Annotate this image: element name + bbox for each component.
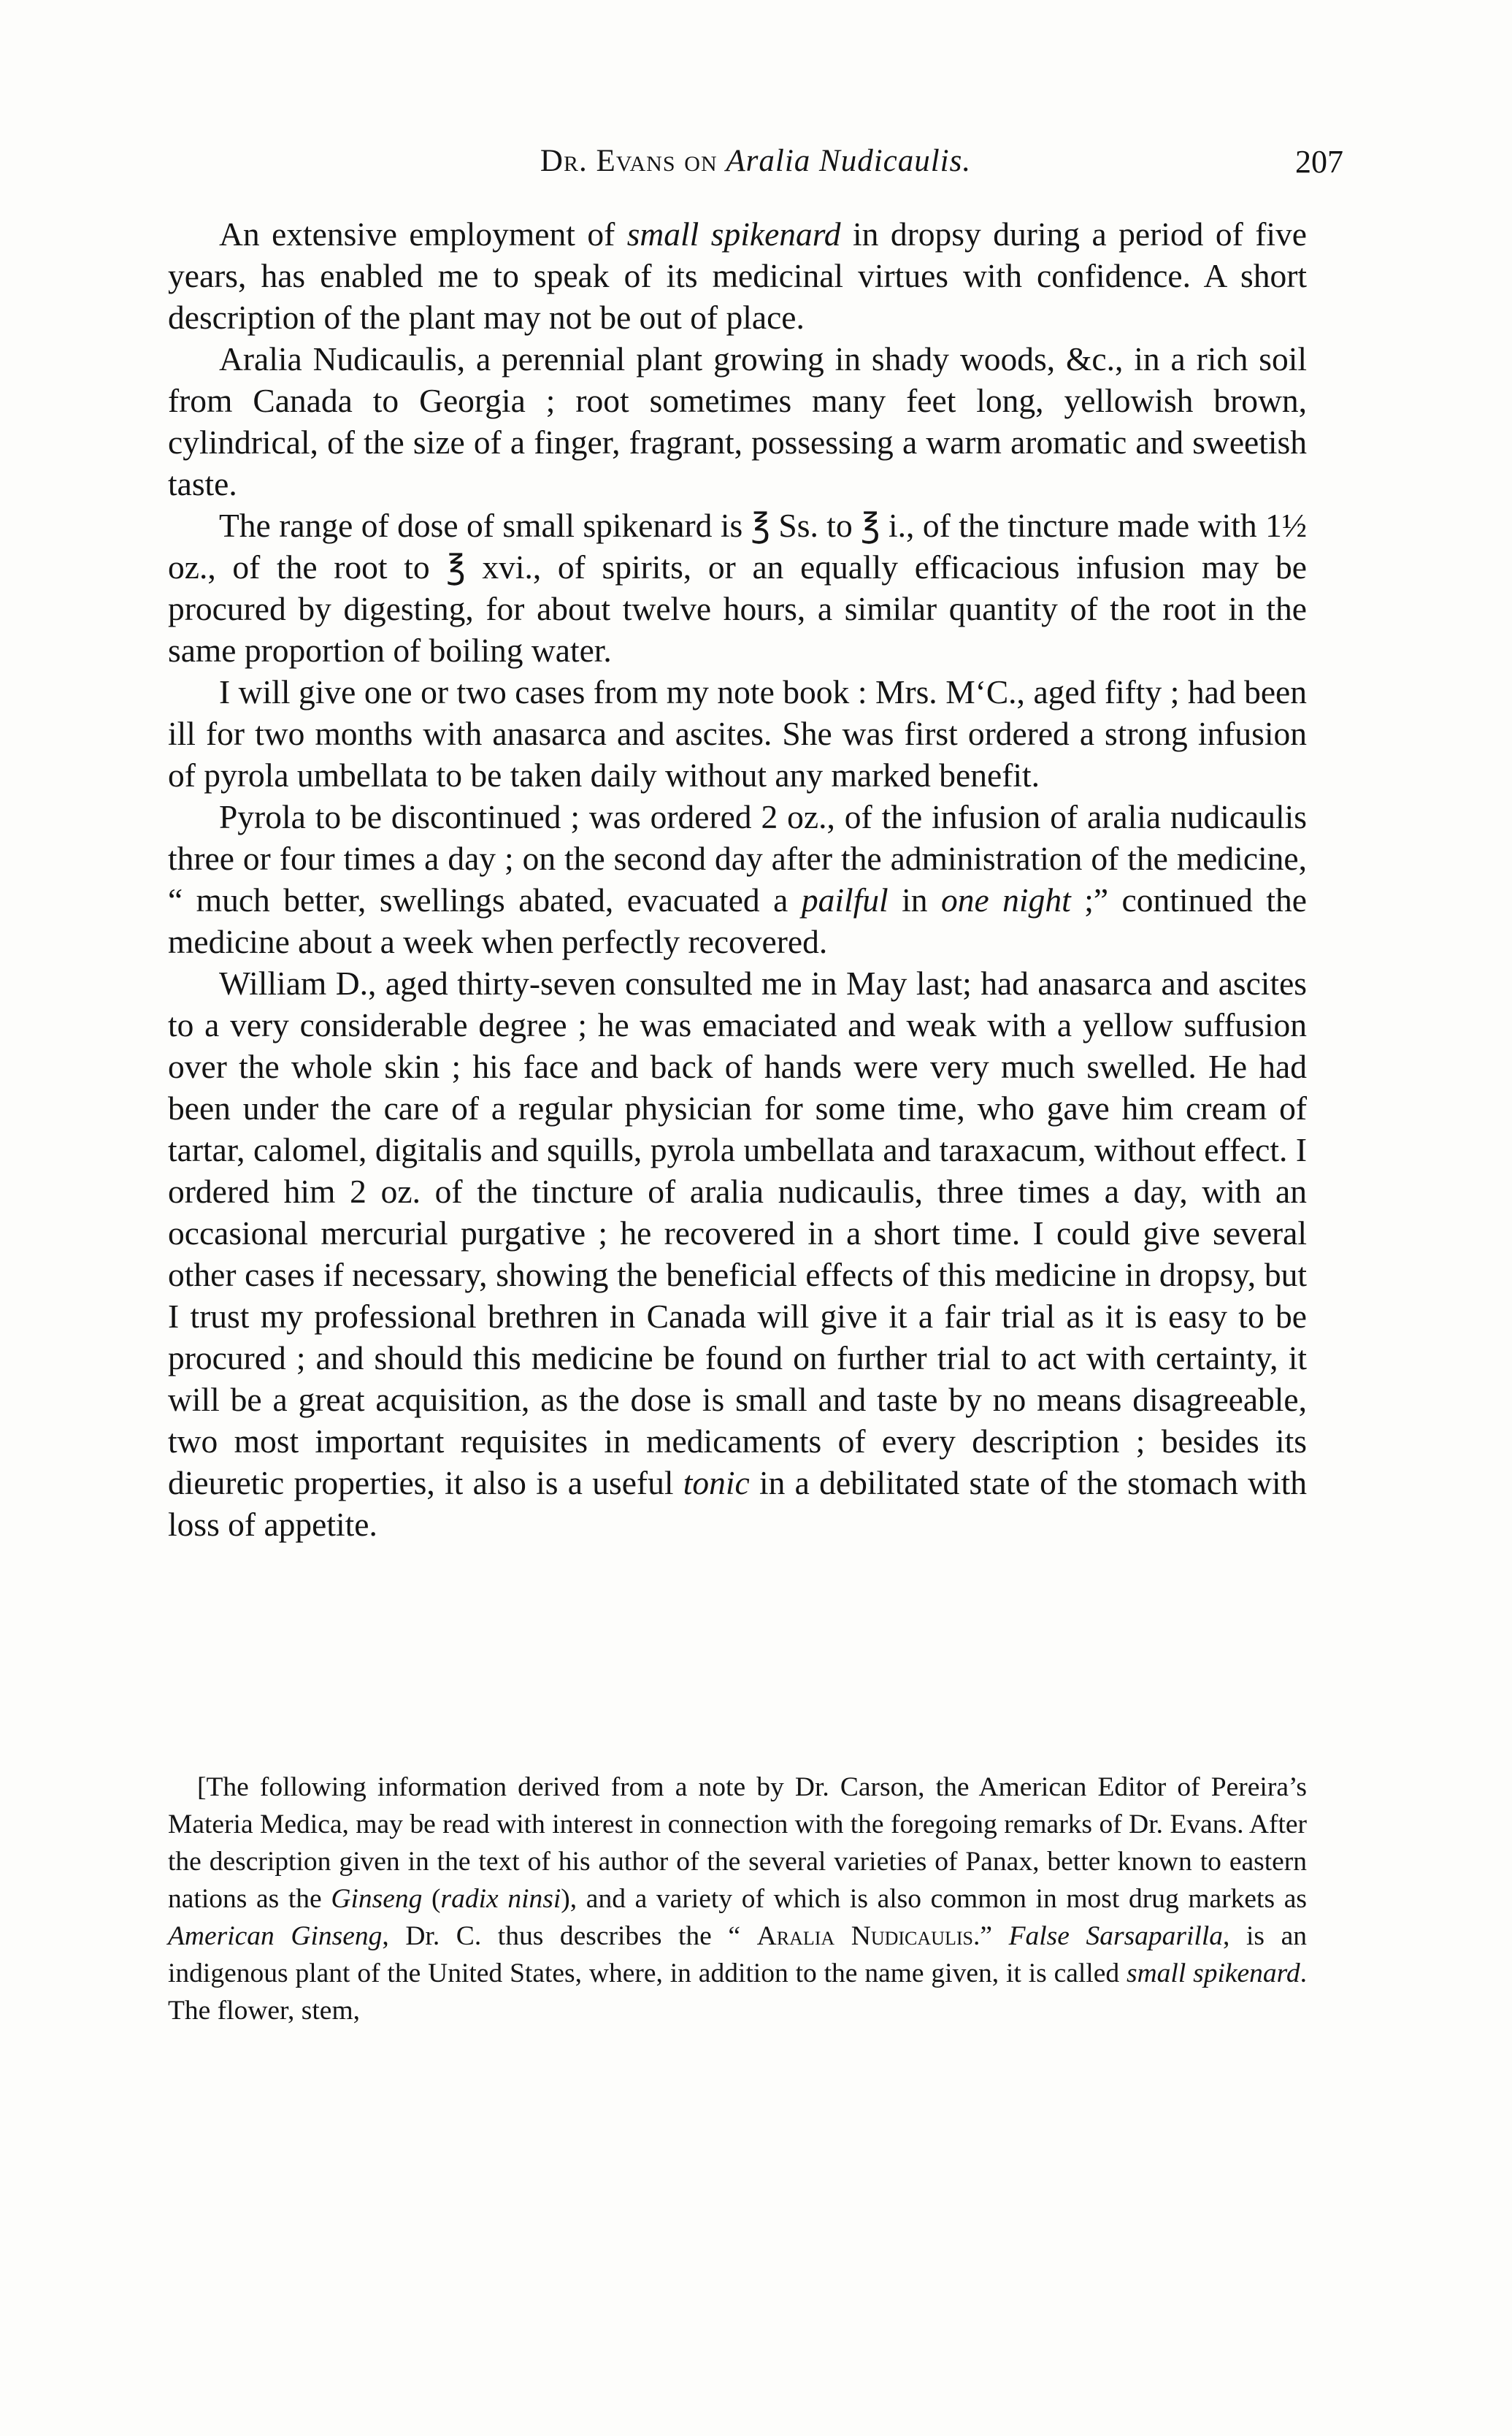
running-title-subject: Aralia Nudicaulis. xyxy=(726,144,972,178)
running-title xyxy=(168,143,1343,179)
paragraph-pyrola-treatment: Pyrola to be discontinued ; was ordered 2 oz., of the infusion of aralia nudicaulis three or four times a day ; on the second day after the administration of the medicine, “ much better, swellings abated, evacuated a pailful in one night ;” continued the medicine about a week when perfectly recovered. xyxy=(168,798,1307,960)
body-text xyxy=(168,213,1307,1545)
paragraph-dosage: The range of dose of small spikenard is ℥ Ss. to ℥ i., of the tincture made with 1½ oz., of the root to ℥ xvi., of spirits, or an equally efficacious infusion may be procured by digesting, for about twelve hours, a similar quantity of the root in the same proportion of boiling water. xyxy=(168,507,1307,669)
page-number: 207 xyxy=(1295,144,1343,180)
running-title-author: Dr. Evans on xyxy=(540,144,726,178)
paragraph-intro: An extensive employment of small spikenard in dropsy during a period of five years, has enabled me to speak of its medicinal virtues with confidence. A short description of the plant may not be out of place. xyxy=(168,215,1307,336)
paragraph-case-mrs-mc: I will give one or two cases from my note book : Mrs. M‘C., aged fifty ; had been ill for two months with anasarca and ascites. She was first ordered a strong infusion of pyrola umbellata to be taken daily without any marked benefit. xyxy=(168,673,1307,794)
editor-note-paragraph: [The following information derived from a note by Dr. Carson, the American Editor of Pereira’s Materia Medica, may be read with interest in connection with the foregoing remarks of Dr. Evans. After the description given in the text of his author of the several varieties of Panax, better known to eastern nations as the Ginseng (radix ninsi), and a variety of which is also common in most drug markets as American Ginseng, Dr. C. thus describes the “ Aralia Nudicaulis.” False Sarsaparilla, is an indigenous plant of the United States, where, in addition to the name given, it is called small spikenard. The flower, stem, xyxy=(168,1772,1308,2026)
paragraph-plant-description: Aralia Nudicaulis, a perennial plant growing in shady woods, &c., in a rich soil from Canada to Georgia ; root sometimes many feet long, yellowish brown, cylindrical, of the size of a finger, fragrant, possessing a warm aromatic and sweetish taste. xyxy=(168,340,1307,502)
page-header xyxy=(168,143,1343,187)
editor-note xyxy=(168,1769,1307,2029)
paragraph-case-william-d: William D., aged thirty-seven consulted me in May last; had anasarca and ascites to a very considerable degree ; he was emaciated and weak with a yellow suffusion over the whole skin ; his face and back of hands were very much swelled. He had been under the care of a regular physician for some time, who gave him cream of tartar, calomel, digitalis and squills, pyrola umbellata and taraxacum, without effect. I ordered him 2 oz. of the tincture of aralia nudicaulis, three times a day, with an occasional mercurial purgative ; he recovered in a short time. I could give several other cases if necessary, showing the beneficial effects of this medicine in dropsy, but I trust my professional brethren in Canada will give it a fair trial as it is easy to be procured ; and should this medicine be found on further trial to act with certainty, it will be a great acquisition, as the dose is small and taste by no means disagreeable, two most important requisites in medicaments of every description ; besides its dieuretic properties, it also is a useful tonic in a debilitated state of the stomach with loss of appetite. xyxy=(168,965,1307,1543)
